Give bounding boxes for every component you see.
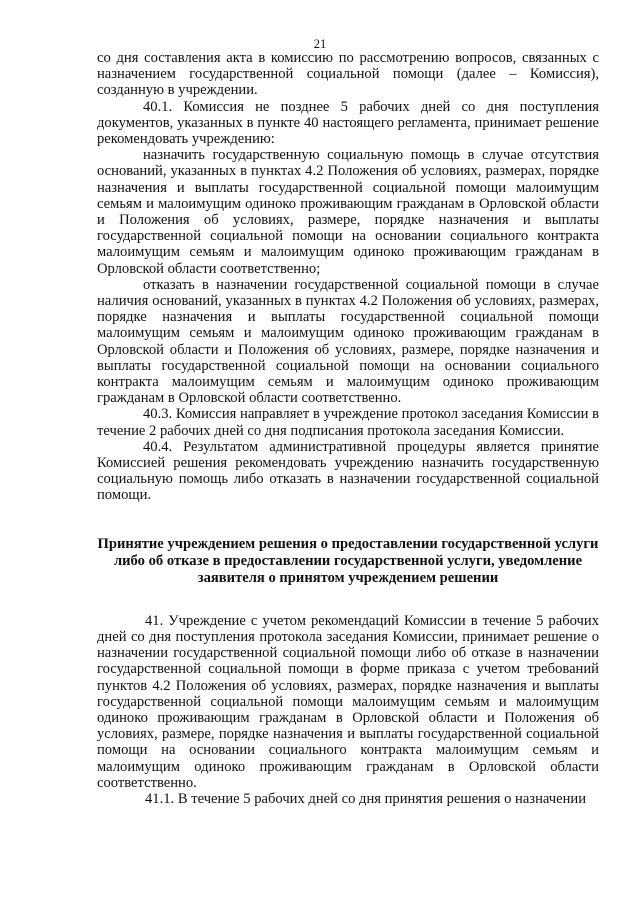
paragraph-40-4: 40.4. Результатом административной процедуры является принятие Комиссией решения рекомендовать учреждению назначить государственную социальную помощь либо отказать в назначении государственной социальной помощи. xyxy=(97,438,599,504)
paragraph-41: 41. Учреждение с учетом рекомендаций Комиссии в течение 5 рабочих дней со дня поступления протокола заседания Комиссии, принимает решение о назначении государственной социальной помощи либо об отказе в назначении государственной социальной помощи в форме приказа с учетом требований пунктов 4.2 Положения об условиях, размерах, порядке назначения и выплаты государственной социальной помощи малоимущим семьям и малоимущим одиноко проживающим гражданам в Орловской области и Положения об условиях, размере, порядке назначения и выплаты государственной социальной помощи на основании социального контракта малоимущим семьям и малоимущим одиноко проживающим гражданам в Орловской области соответственно. xyxy=(97,612,599,791)
paragraph-40-1: 40.1. Комиссия не позднее 5 рабочих дней со дня поступления документов, указанных в пункте 40 настоящего регламента, принимает решение рекомендовать учреждению: xyxy=(97,98,599,148)
section-heading: Принятие учреждением решения о предоставлении государственной услуги либо об отказе в предоставлении государственной услуги, уведомление заявителя о принятом учреждением решении xyxy=(97,535,599,586)
paragraph-refuse-option: отказать в назначении государственной социальной помощи в случае наличия оснований, указанных в пунктах 4.2 Положения об условиях, размерах, порядке назначения и выплаты государственной социальной помощи малоимущим семьям и малоимущим одиноко проживающим гражданам в Орловской области и Положения об условиях, размере, порядке назначения и выплаты государственной социальной помощи на основании социального контракта малоимущим семьям и малоимущим одиноко проживающим гражданам в Орловской области соответственно. xyxy=(97,276,599,407)
paragraph-assign-option: назначить государственную социальную помощь в случае отсутствия оснований, указанных в пунктах 4.2 Положения об условиях, размерах, порядке назначения и выплаты государственной социальной помощи малоимущим семьям и малоимущим одиноко проживающим гражданам в Орловской области и Положения об условиях, размере, порядке назначения и выплаты государственной социальной помощи на основании социального контракта малоимущим семьям и малоимущим одиноко проживающим гражданам в Орловской области соответственно; xyxy=(97,147,599,277)
page-number: 21 xyxy=(313,37,327,51)
paragraph-continuation: со дня составления акта в комиссию по рассмотрению вопросов, связанных с назначением государственной социальной помощи (далее – Комиссия), созданную в учреждении. xyxy=(97,50,599,99)
paragraph-40-3: 40.3. Комиссия направляет в учреждение протокол заседания Комиссии в течение 2 рабочих дней со дня подписания протокола заседания Комиссии. xyxy=(97,406,599,439)
document-body xyxy=(97,50,599,807)
paragraph-41-1: 41.1. В течение 5 рабочих дней со дня принятия решения о назначении xyxy=(145,790,587,807)
